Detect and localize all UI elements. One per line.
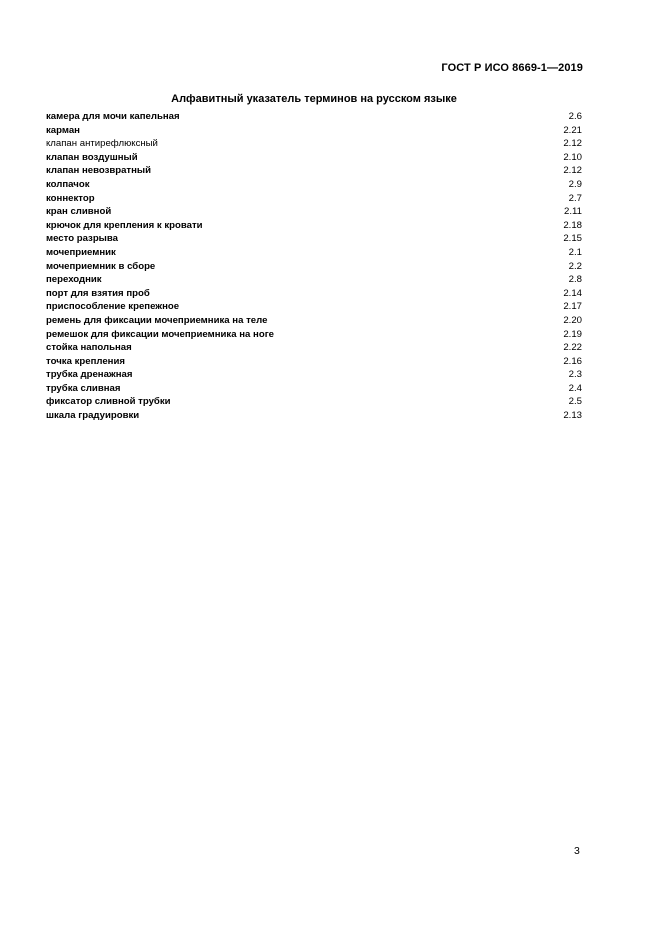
index-term: порт для взятия проб <box>46 287 150 299</box>
index-entry <box>46 151 582 165</box>
index-ref: 2.12 <box>563 165 582 177</box>
index-term: карман <box>46 124 80 136</box>
index-term: клапан антирефлюксный <box>46 138 158 150</box>
index-term: камера для мочи капельная <box>46 111 180 122</box>
index-ref: 2.13 <box>563 410 582 422</box>
index-ref: 2.10 <box>563 151 582 163</box>
index-term: трубка дренажная <box>46 369 133 381</box>
index-entry <box>46 382 582 396</box>
index-entry <box>46 273 582 287</box>
index-ref: 2.11 <box>564 206 582 218</box>
index-entry <box>46 137 582 151</box>
index-ref: 2.8 <box>568 274 582 286</box>
index-term: клапан воздушный <box>46 151 138 163</box>
index-term: колпачок <box>46 178 90 190</box>
document-standard-code: ГОСТ Р ИСО 8669-1—2019 <box>441 62 583 74</box>
index-term: место разрыва <box>46 233 118 245</box>
index-entry <box>46 368 582 382</box>
index-ref: 2.2 <box>568 260 582 272</box>
index-entry <box>46 300 582 314</box>
index-term: ремень для фиксации мочеприемника на теле <box>46 314 268 326</box>
index-term: ремешок для фиксации мочеприемника на ноге <box>46 328 275 340</box>
index-term: шкала градуировки <box>46 410 140 422</box>
index-entry <box>46 164 582 178</box>
index-entry <box>46 192 582 206</box>
index-ref: 2.3 <box>568 369 582 381</box>
index-entry <box>46 328 582 342</box>
index-ref: 2.6 <box>568 111 582 122</box>
index-entry <box>46 355 582 369</box>
index-ref: 2.12 <box>563 138 582 150</box>
index-term: фиксатор сливной трубки <box>46 396 171 408</box>
index-term: кран сливной <box>46 206 112 218</box>
index-ref: 2.4 <box>568 382 582 394</box>
index-entry <box>46 232 582 246</box>
index-entry <box>46 314 582 328</box>
index-ref: 2.9 <box>568 178 582 190</box>
index-term: приспособление крепежное <box>46 301 180 313</box>
index-ref: 2.5 <box>568 396 582 408</box>
index-ref: 2.16 <box>563 355 582 367</box>
index-ref: 2.15 <box>563 233 582 245</box>
index-ref: 2.18 <box>563 219 582 231</box>
index-term: стойка напольная <box>46 342 132 354</box>
index-term: клапан невозвратный <box>46 165 152 177</box>
index-term: коннектор <box>46 192 95 204</box>
index-ref: 2.1 <box>568 246 582 258</box>
index-term: точка крепления <box>46 355 125 367</box>
index-ref: 2.20 <box>563 314 582 326</box>
index-ref: 2.17 <box>563 301 582 313</box>
index-entry <box>46 260 582 274</box>
page-number: 3 <box>574 845 580 857</box>
index-entry <box>46 124 582 138</box>
term-index-list <box>46 110 582 423</box>
index-ref: 2.7 <box>568 192 582 204</box>
index-ref: 2.22 <box>563 342 582 354</box>
index-term: крючок для крепления к кровати <box>46 219 203 231</box>
index-entry <box>46 178 582 192</box>
index-entry <box>46 246 582 260</box>
index-entry <box>46 205 582 219</box>
index-entry <box>46 409 582 423</box>
index-ref: 2.19 <box>563 328 582 340</box>
index-term: мочеприемник <box>46 246 116 258</box>
index-entry <box>46 287 582 301</box>
index-entry <box>46 341 582 355</box>
index-term: трубка сливная <box>46 382 121 394</box>
index-term: переходник <box>46 274 102 286</box>
index-entry <box>46 110 582 124</box>
index-title: Алфавитный указатель терминов на русском языке <box>171 93 457 105</box>
index-ref: 2.14 <box>563 287 582 299</box>
index-term: мочеприемник в сборе <box>46 260 156 272</box>
index-entry <box>46 219 582 233</box>
index-ref: 2.21 <box>563 124 582 136</box>
index-entry <box>46 395 582 409</box>
